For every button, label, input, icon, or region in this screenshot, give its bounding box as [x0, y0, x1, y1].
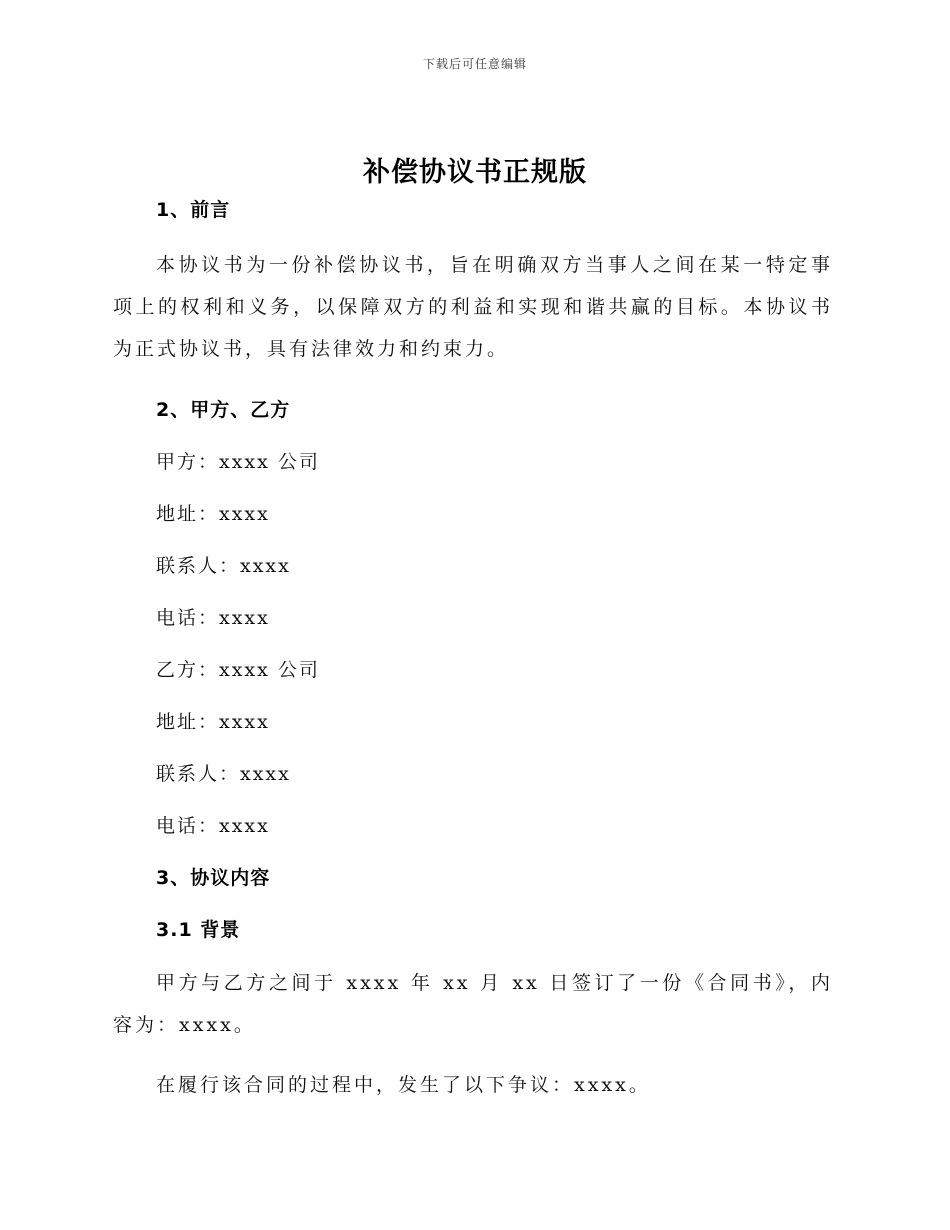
dispute-paragraph: 在履行该合同的过程中，发生了以下争议：xxxx。 [156, 1074, 651, 1096]
party-a-contact: 联系人：xxxx [156, 555, 291, 577]
party-b-name: 乙方：xxxx 公司 [156, 659, 320, 681]
subsection-heading-background: 3.1 背景 [156, 919, 241, 941]
background-paragraph: 甲方与乙方之间于 xxxx 年 xx 月 xx 日签订了一份《合同书》，内容为：xxxx。 [113, 972, 833, 1036]
header-note: 下载后可任意编辑 [422, 57, 527, 71]
document-body [113, 196, 833, 1106]
section-heading-parties: 2、甲方、乙方 [156, 399, 291, 421]
party-b-address: 地址：xxxx [156, 711, 270, 733]
section-heading-preface: 1、前言 [156, 199, 231, 221]
party-b-contact: 联系人：xxxx [156, 763, 291, 785]
section-heading-agreement: 3、协议内容 [156, 867, 271, 889]
party-b-phone: 电话：xxxx [156, 815, 270, 837]
document-title: 补偿协议书正规版 [363, 157, 587, 188]
preface-paragraph: 本协议书为一份补偿协议书，旨在明确双方当事人之间在某一特定事项上的权利和义务，以保障双方的利益和实现和谐共赢的目标。本协议书为正式协议书，具有法律效力和约束力。 [113, 254, 833, 360]
party-a-phone: 电话：xxxx [156, 607, 270, 629]
party-a-address: 地址：xxxx [156, 503, 270, 525]
party-a-name: 甲方：xxxx 公司 [156, 451, 320, 473]
